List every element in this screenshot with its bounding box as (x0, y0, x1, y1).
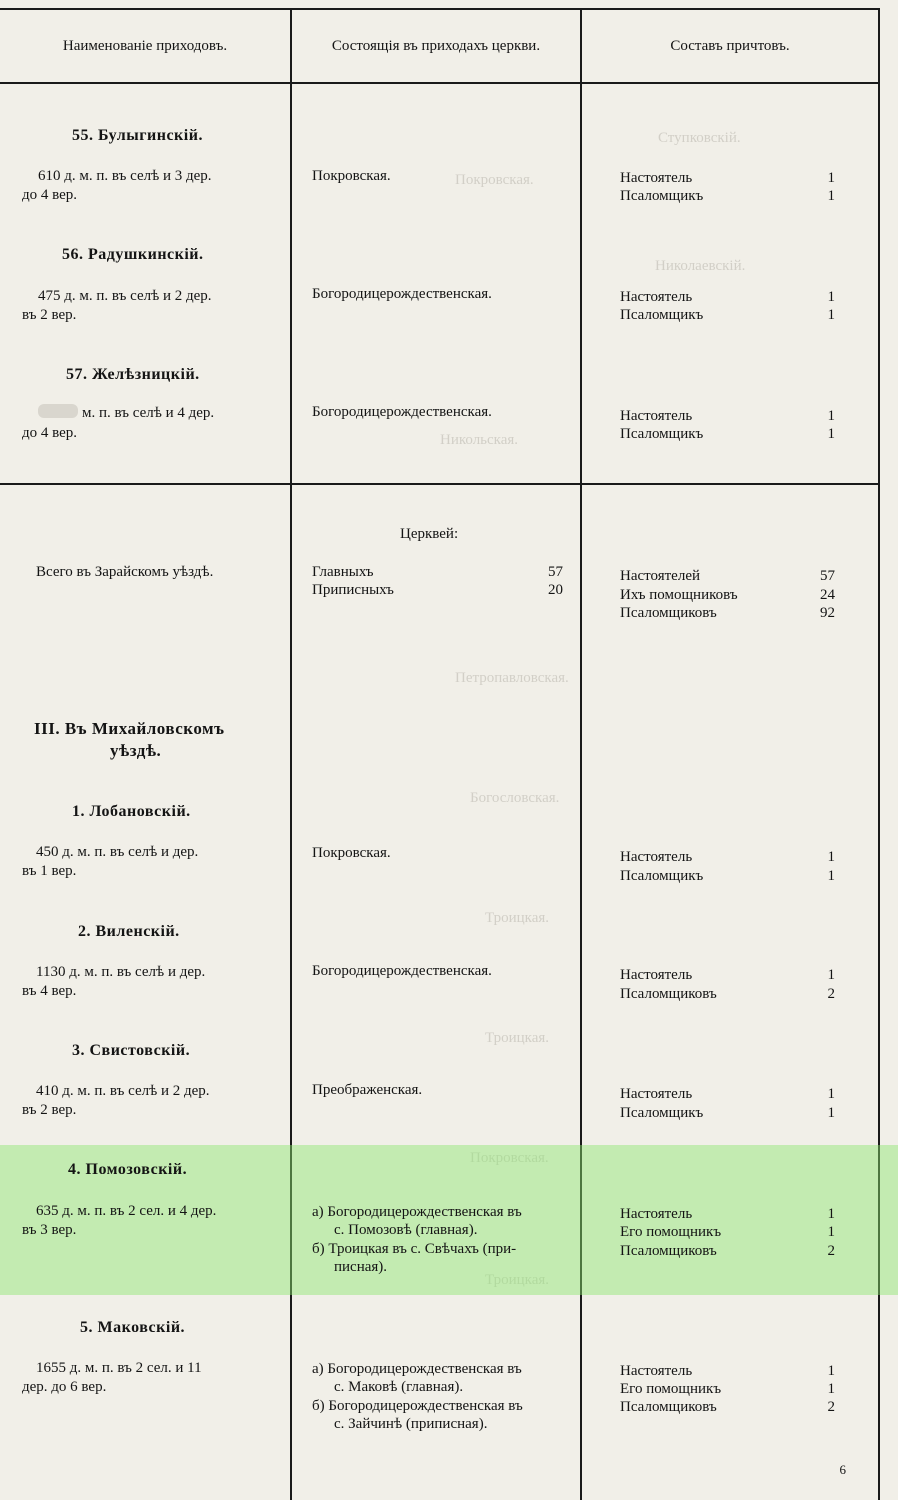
parish-description: 610 д. м. п. въ селѣ и 3 дер. (38, 168, 212, 184)
staff-count: 24 (820, 587, 835, 603)
staff-role: Его помощникъ (620, 1224, 722, 1240)
staff-role: Псаломщиковъ (620, 986, 717, 1002)
parish-description: до 4 вер. (22, 187, 78, 203)
parish-title: 55. Булыгинскій. (72, 127, 203, 144)
parish-title: 2. Виленскій. (78, 923, 180, 940)
church-name: Преображенская. (312, 1082, 423, 1098)
header-churches: Состоящія въ приходахъ церкви. (331, 38, 541, 54)
staff-role: Настоятель (620, 289, 693, 305)
staff-count: 1 (827, 188, 835, 204)
church-name: Покровская. (312, 168, 391, 184)
staff-role: Настоятель (620, 1363, 693, 1379)
parish-description: м. п. въ селѣ и 4 дер. (82, 405, 215, 421)
church-name: писная). (334, 1259, 388, 1275)
staff-count: 1 (827, 849, 835, 865)
parish-description: въ 1 вер. (22, 863, 77, 879)
staff-role: Псаломщиковъ (620, 1243, 717, 1259)
staff-count: 1 (827, 868, 835, 884)
staff-count: 1 (827, 1105, 835, 1121)
staff-count: 2 (827, 1399, 835, 1415)
staff-role: Настоятель (620, 1206, 693, 1222)
church-count: 57 (548, 564, 563, 580)
parish-description: въ 3 вер. (22, 1222, 77, 1238)
bleed-text: Троицкая. (485, 910, 550, 926)
staff-count: 1 (827, 307, 835, 323)
parish-description: 635 д. м. п. въ 2 сел. и 4 дер. (36, 1203, 217, 1219)
bleed-text: Покровская. (470, 1150, 549, 1166)
staff-count: 1 (827, 1224, 835, 1240)
staff-count: 1 (827, 170, 835, 186)
church-name: с. Помозовѣ (главная). (334, 1222, 478, 1238)
church-name: а) Богородицерождественская въ (312, 1204, 522, 1220)
church-category: Главныхъ (312, 564, 374, 580)
staff-role: Псаломщикъ (620, 188, 704, 204)
bleed-text: Ступковскій. (658, 130, 741, 146)
staff-count: 1 (827, 426, 835, 442)
parish-title: 3. Свистовскій. (72, 1042, 191, 1059)
parish-description: 1130 д. м. п. въ селѣ и дер. (36, 964, 206, 980)
staff-role: Псаломщиковъ (620, 1399, 717, 1415)
church-name: Богородицерождественская. (312, 286, 492, 302)
header-parish-names: Наименованіе приходовъ. (62, 38, 228, 54)
bleed-text: Богословская. (470, 790, 560, 806)
church-name: с. Зайчинѣ (приписная). (334, 1416, 488, 1432)
church-name: б) Троицкая въ с. Свѣчахъ (при- (312, 1241, 517, 1257)
staff-count: 2 (827, 1243, 835, 1259)
staff-role: Псаломщикъ (620, 1105, 704, 1121)
church-name: б) Богородицерождественская въ (312, 1398, 523, 1414)
church-category: Приписныхъ (312, 582, 394, 598)
staff-role: Ихъ помощниковъ (620, 587, 738, 603)
parish-title: 5. Маковскій. (80, 1319, 186, 1336)
staff-count: 1 (827, 1363, 835, 1379)
damaged-text-spot (38, 404, 78, 418)
parish-title: 56. Радушкинскій. (62, 246, 204, 263)
church-name: Богородицерождественская. (312, 404, 492, 420)
parish-description: 450 д. м. п. въ селѣ и дер. (36, 844, 199, 860)
staff-role: Настоятель (620, 849, 693, 865)
church-name: Богородицерождественская. (312, 963, 492, 979)
bleed-text: Покровская. (455, 172, 534, 188)
table-top-border (0, 8, 880, 10)
staff-count: 1 (827, 1086, 835, 1102)
parish-title: 57. Желѣзницкій. (66, 366, 200, 383)
bleed-text: Никольская. (440, 432, 519, 448)
parish-description: 410 д. м. п. въ селѣ и 2 дер. (36, 1083, 210, 1099)
church-name: с. Маковѣ (главная). (334, 1379, 464, 1395)
staff-count: 92 (820, 605, 835, 621)
parish-description: дер. до 6 вер. (22, 1379, 107, 1395)
parish-description: въ 4 вер. (22, 983, 77, 999)
staff-role: Псаломщиковъ (620, 605, 717, 621)
staff-count: 2 (827, 986, 835, 1002)
parish-description: въ 2 вер. (22, 1102, 77, 1118)
staff-count: 1 (827, 1206, 835, 1222)
church-name: а) Богородицерождественская въ (312, 1361, 522, 1377)
church-name: Покровская. (312, 845, 391, 861)
bleed-text: Троицкая. (485, 1030, 550, 1046)
section-heading: III. Въ Михайловскомъ (34, 719, 225, 738)
page-number: 6 (839, 1462, 846, 1477)
staff-role: Псаломщикъ (620, 868, 704, 884)
bleed-text: Николаевскій. (655, 258, 746, 274)
section-divider (0, 483, 880, 485)
parish-description: до 4 вер. (22, 425, 78, 441)
total-label: Всего въ Зарайскомъ уѣздѣ. (36, 564, 214, 580)
staff-role: Псаломщикъ (620, 307, 704, 323)
header-bottom-border (0, 82, 880, 84)
parish-title: 1. Лобановскій. (72, 803, 191, 820)
bleed-text: Петропавловская. (455, 670, 569, 686)
staff-role: Настоятель (620, 170, 693, 186)
staff-role: Настоятель (620, 967, 693, 983)
section-heading: уѣздѣ. (110, 741, 162, 760)
staff-count: 1 (827, 408, 835, 424)
church-count: 20 (548, 582, 563, 598)
staff-role: Настоятелей (620, 568, 701, 584)
staff-role: Его помощникъ (620, 1381, 722, 1397)
staff-count: 57 (820, 568, 835, 584)
parish-description: 1655 д. м. п. въ 2 сел. и 11 (36, 1360, 202, 1376)
parish-description: 475 д. м. п. въ селѣ и 2 дер. (38, 288, 212, 304)
header-clergy: Составъ причтовъ. (670, 38, 790, 54)
churches-heading: Церквей: (400, 526, 459, 542)
bleed-text: Троицкая. (485, 1272, 550, 1288)
staff-role: Псаломщикъ (620, 426, 704, 442)
staff-role: Настоятель (620, 1086, 693, 1102)
parish-title: 4. Помозовскій. (68, 1161, 188, 1178)
staff-role: Настоятель (620, 408, 693, 424)
staff-count: 1 (827, 1381, 835, 1397)
staff-count: 1 (827, 289, 835, 305)
parish-description: въ 2 вер. (22, 307, 77, 323)
staff-count: 1 (827, 967, 835, 983)
